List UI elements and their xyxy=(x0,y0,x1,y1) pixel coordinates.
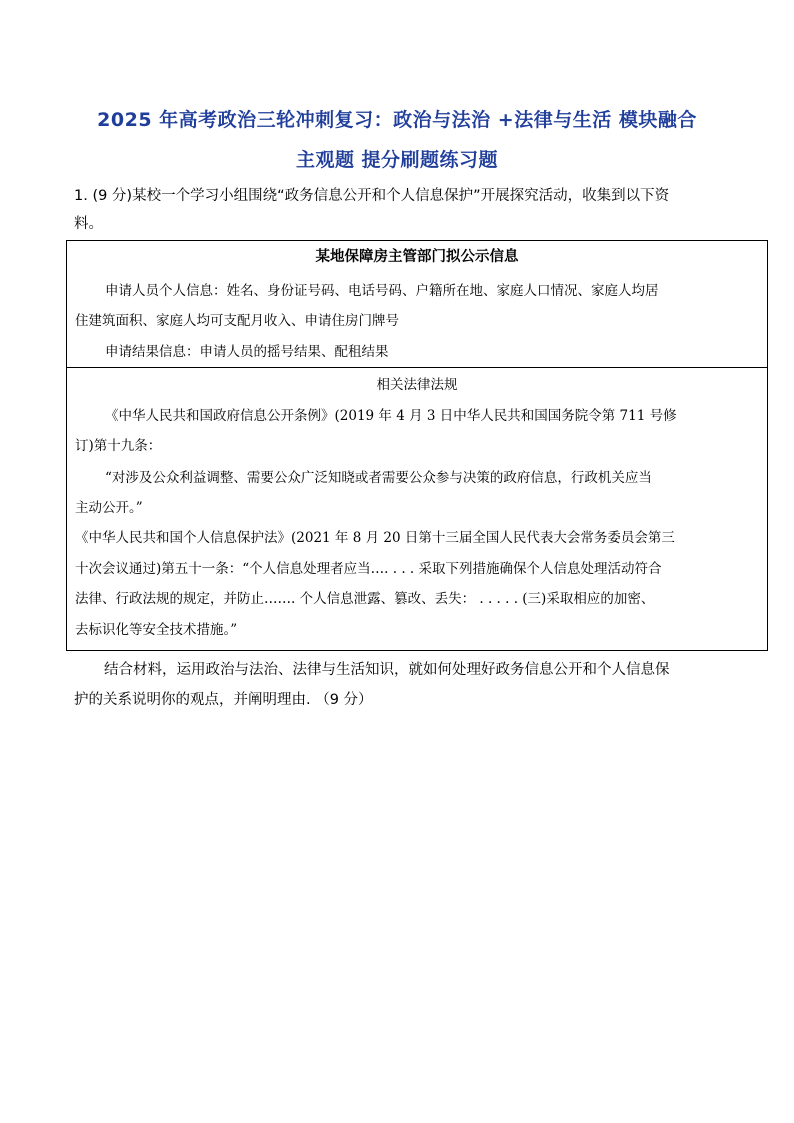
question-intro-line2: 料。 xyxy=(74,216,103,232)
law1-line1: 《中华人民共和国政府信息公开条例》(2019 年 4 月 3 日中华人民共和国国务院令第 711 号修 xyxy=(105,408,677,424)
law2-line3: 法律、行政法规的规定，并防止……. 个人信息泄露、篡改、丢失： . . . . . (三)采取相应的加密、 xyxy=(75,591,655,607)
public-info-table xyxy=(66,240,768,368)
law1-quote-line1: “对涉及公众利益调整、需要公众广泛知晓或者需要公众参与决策的政府信息，行政机关应当 xyxy=(105,470,652,486)
applicant-info-line2: 住建筑面积、家庭人均可支配月收入、申请住房门牌号 xyxy=(75,313,399,329)
question-intro-line1: 1. (9 分)某校一个学习小组围绕“政务信息公开和个人信息保护”开展探究活动，收集到以下资 xyxy=(74,188,670,204)
applicant-info-line1: 申请人员个人信息：姓名、身份证号码、电话号码、户籍所在地、家庭人口情况、家庭人均居 xyxy=(105,283,659,299)
document-title-line1: 2025 年高考政治三轮冲刺复习：政治与法治 +法律与生活 模块融合 xyxy=(97,109,697,131)
law1-quote-line2: 主动公开。” xyxy=(75,500,143,516)
law2-line4: 去标识化等安全技术措施。” xyxy=(75,622,238,638)
law-heading: 相关法律法规 xyxy=(376,377,458,393)
law2-line2: 十次会议通过)第五十一条：“个人信息处理者应当…. . . . 采取下列措施确保个人信息处理活动符合 xyxy=(75,561,662,577)
document-title-line2: 主观题 提分刷题练习题 xyxy=(295,149,499,171)
law1-line2: 订)第十九条： xyxy=(75,438,162,454)
task-line1: 结合材料，运用政治与法治、法律与生活知识，就如何处理好政务信息公开和个人信息保 xyxy=(104,662,670,678)
application-result-line: 申请结果信息：申请人员的摇号结果、配租结果 xyxy=(105,344,389,360)
task-line2: 护的关系说明你的观点，并阐明理由. （9 分） xyxy=(74,692,373,708)
public-info-heading: 某地保障房主管部门拟公示信息 xyxy=(315,249,519,265)
law2-line1: 《中华人民共和国个人信息保护法》(2021 年 8 月 20 日第十三届全国人民代表大会常务委员会第三 xyxy=(75,530,675,546)
law-table xyxy=(66,368,768,651)
